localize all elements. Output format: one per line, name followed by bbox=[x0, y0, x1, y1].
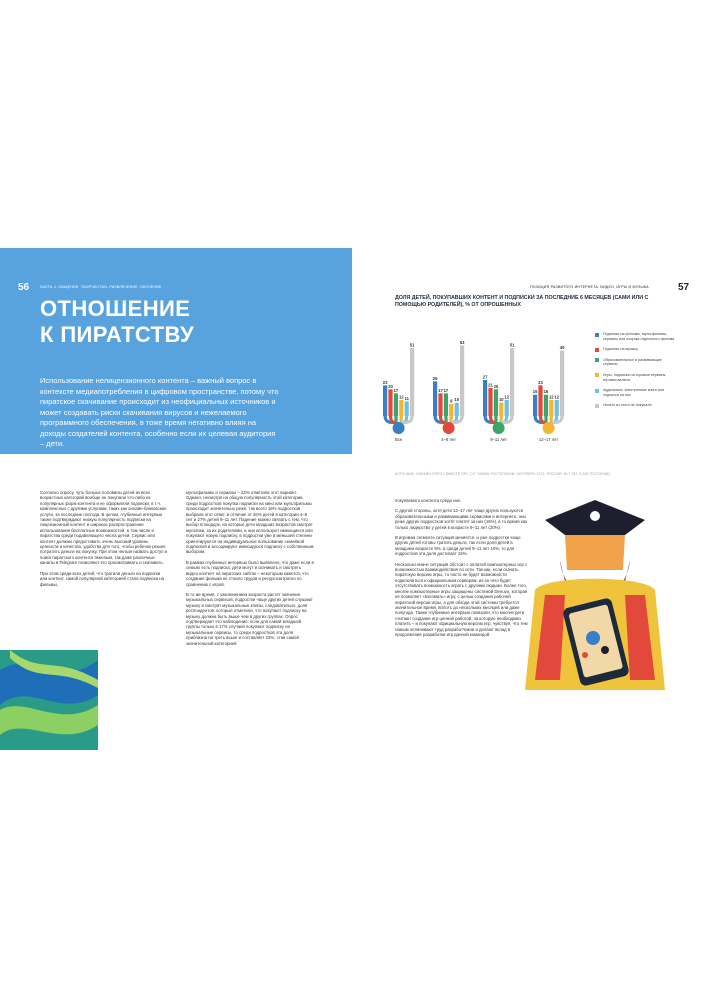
legend-label: Аудиокнига, электронные книги или подписка на них bbox=[603, 388, 665, 397]
chart-data-label: 21 bbox=[488, 382, 493, 388]
chart-data-label: 51 bbox=[509, 342, 515, 348]
legend-swatch bbox=[595, 348, 599, 352]
chart-bar bbox=[438, 393, 442, 416]
chart-legend bbox=[595, 332, 675, 414]
chart-bar bbox=[499, 403, 503, 416]
chart-bar bbox=[560, 351, 564, 416]
chart-bar-connector bbox=[496, 416, 498, 422]
chart-bar bbox=[510, 348, 514, 416]
legend-item bbox=[595, 373, 675, 382]
legend-label: Игры, подписка на игровые сервисы, игровая валюта bbox=[603, 372, 667, 382]
page-number: 57 bbox=[678, 282, 690, 293]
chart-bar bbox=[444, 393, 448, 416]
chart-bar bbox=[388, 389, 392, 416]
chart-bar bbox=[488, 388, 492, 416]
age-group-icon bbox=[543, 422, 555, 434]
legend-item bbox=[595, 347, 675, 352]
chart-data-label: 12 bbox=[554, 394, 560, 400]
body-column-1 bbox=[40, 490, 168, 592]
chart-data-label: 23 bbox=[538, 379, 543, 385]
legend-label: Подписка на музыку bbox=[603, 347, 638, 352]
legend-item bbox=[595, 332, 675, 341]
chart-data-label: 20 bbox=[493, 383, 499, 389]
chart-data-label: 26 bbox=[432, 375, 438, 381]
chart-bar bbox=[505, 400, 509, 416]
chart-data-label: 12 bbox=[548, 394, 554, 400]
decorative-waves bbox=[0, 650, 98, 750]
body-paragraph: При этом среди всех детей, что тратили деньги на подписки или контент, самой популярной категорией стала подписка на фильмы, bbox=[40, 570, 164, 587]
chart-bar bbox=[433, 381, 437, 416]
chart-data-label: 51 bbox=[409, 342, 415, 348]
chart-data-label: 17 bbox=[438, 387, 443, 393]
legend-label: Образовательные и развивающие сервисы bbox=[603, 357, 662, 367]
legend-item bbox=[595, 388, 675, 397]
body-paragraph: Согласно опросу, чуть больше половины детей из всех возрастных категорий вообще не покупали что-либо из популярных форм контента и не оформляли подписки, в т.ч. комплексных с другими услугами, таких как онлайн-банковские услуги, за последние полгода. В целом, глубинные интервью также подтверждают низкую популярность подписки на лицензионный контент и широкое распространение использования бесплатных возможностей, в том числе и пиратства среди подавляющего числа детей. Сервис или контент должны предоставить очень высокий уровень ценности и качества, удобства для того, чтобы ребенок решил потратить деньги на покупку. При этом нельзя назвать доступ и поиск пиратского контента тяжелым, так даже различные каналы в Telegram позволяют его просматривать и скачивать. bbox=[40, 490, 168, 566]
legend-swatch bbox=[595, 358, 599, 362]
chart-bar bbox=[549, 400, 553, 416]
age-group-icon bbox=[393, 422, 405, 434]
chart-data-label: 11 bbox=[404, 395, 409, 401]
body-paragraph: В игровом сегменте ситуация меняется, и уже подростки чаще других детей готовы тратить деньги, так если доля детей в младшем возрасте 9%, а среди детей 9–11 лет 10%, то для подростков эта доля достигает 15%. bbox=[395, 535, 521, 557]
age-group-icon bbox=[443, 422, 455, 434]
title-line-2: К ПИРАТСТВУ bbox=[40, 322, 195, 347]
age-group-icon bbox=[493, 422, 505, 434]
chart-data-label: 49 bbox=[559, 345, 565, 351]
chart-bar bbox=[538, 385, 542, 416]
legend-swatch bbox=[595, 404, 599, 408]
chart-bar bbox=[449, 404, 453, 416]
body-paragraph: Несколько иначе ситуация обстоит с оплатой компьютерных игр с возможностью взаимодействия по сети. Так как, если скачать пиратскую версию игры, то часто не будет возможности подключиться к официальным серверам, из-за чего будет отсутствовать возможность играть с другими людьми. Более того, многие компьютерные игры защищены системой Denuvo, которая не позволяет «взломать» игру, с целью создания рабочей пиратской версии игры, а для обхода этой системы требуется значительное время, вплоть до нескольких месяцев или даже полугода. Также глубинные интервью показали, что многие дети считают создание игр ценной работой, за которую необходимо платить – и покупают официальную версию игр, чувствуя, что тем самым оплачивают труд разработчиков и делают вклад в продолжение разработки игр данной командой. bbox=[395, 561, 528, 637]
title-line-1: ОТНОШЕНИЕ bbox=[40, 296, 191, 321]
chart-data-label: 16 bbox=[532, 389, 538, 395]
chart-bar bbox=[394, 393, 398, 416]
chart-bar bbox=[405, 401, 409, 416]
magazine-spread bbox=[0, 248, 707, 700]
body-paragraph: покупаемого контента среди них. bbox=[395, 498, 462, 503]
page-title bbox=[40, 296, 194, 348]
legend-label: Ничего из этого не покупали bbox=[603, 403, 652, 408]
chart-category-label: 4–8 лет bbox=[441, 437, 456, 442]
chart-bar bbox=[494, 389, 498, 416]
legend-swatch bbox=[595, 389, 599, 393]
chart-bar bbox=[555, 400, 559, 416]
chart-data-label: 27 bbox=[482, 374, 488, 380]
chart-bar bbox=[410, 348, 414, 416]
page-number: 56 bbox=[18, 282, 30, 293]
chart-data-label: 17 bbox=[443, 387, 449, 393]
chart-data-label: 12 bbox=[504, 394, 510, 400]
running-head: ЧАСТЬ 1. ОБЩЕНИЕ, ТВОРЧЕСТВО, РАЗВЛЕЧЕНИЕ, ОБУЧЕНИЕ bbox=[40, 285, 162, 289]
chart-data-label: 12 bbox=[398, 394, 404, 400]
chart-bar-connector bbox=[546, 416, 548, 422]
chart-category-label: Все bbox=[394, 437, 403, 442]
legend-item bbox=[595, 358, 675, 367]
pirate-illustration bbox=[505, 480, 685, 710]
chart-data-label: 10 bbox=[454, 397, 460, 403]
body-paragraph: В то же время, с ужилинением возраста растет значение музыкальных сервисов, подростки чаще других детей слушают музыку и смотрят музыкальные клипы, следовательно, доля респондентов, которые отметили, что покупают подписку на музыку должна быть выше чем в других группах. Опрос подтверждает это наблюдение: если для самой младшей группы только в 17% случаев покупают подписку на музыкальные сервисы, то среди подростков эта доля приблизна на треть выше и составляет 23%, став самой значительной категорией bbox=[186, 591, 313, 646]
legend-swatch bbox=[595, 373, 599, 377]
chart-data-label: 10 bbox=[498, 397, 504, 403]
chart-bar bbox=[483, 380, 487, 416]
chart-category-label: 9–11 лет bbox=[490, 437, 507, 442]
chart-bar bbox=[544, 395, 548, 416]
chart-source: ИСТОЧНИК: ОНЛАЙН-ОПРОС ВМЕСТЕ ОРС ("О" ЗАМОК РОСТЕЛЕКОМ, СЕНТЯБРЬ 2022, РОССИЯ. N=7 787, 5 302 ПОСТАРШЕ) bbox=[395, 472, 611, 476]
chart-data-label: 9 bbox=[450, 398, 453, 404]
chart-title: ДОЛЯ ДЕТЕЙ, ПОКУПАВШИХ КОНТЕНТ И ПОДПИСКИ ЗА ПОСЛЕДНИЕ 6 МЕСЯЦЕВ (САМИ ИЛИ С ПОМОЩЬЮ РОДИТЕЛЕЙ), % ОТ ОПРОШЕННЫХ bbox=[395, 295, 649, 308]
chart-bar bbox=[460, 345, 464, 416]
chart-bar bbox=[383, 385, 387, 416]
purchases-chart bbox=[373, 318, 588, 466]
body-paragraph: В рамках глубинных интервью было выявлено, что даже если в семьях есть подписка, дети могут и скачивать и смотреть видео контент на пиратских сайтах – некоторым кажется, что создание фильма не стоило трудов и ресурсозатратно по сравнению с игрой. bbox=[186, 559, 314, 587]
body-column-2 bbox=[186, 490, 314, 651]
chart-bar bbox=[399, 400, 403, 416]
chart-bar-connector bbox=[446, 416, 448, 422]
chart-bar bbox=[533, 395, 537, 416]
running-head: ПОЗИЦИЯ РАЗВИТОГО ИНТЕРНЕТА: ВИДЕО, ИГРЫ И МУЗЫКА bbox=[530, 285, 649, 289]
chart-category-label: 12–17 лет bbox=[538, 437, 559, 442]
chart-bar bbox=[455, 403, 459, 416]
chart-data-label: 53 bbox=[459, 339, 465, 345]
chart-data-label: 23 bbox=[382, 379, 388, 385]
legend-item bbox=[595, 403, 675, 408]
legend-swatch bbox=[595, 333, 599, 337]
lead-paragraph: Использование нелицензионного контента – важный вопрос в контексте медиапотребления в цифровом пространстве, потому что пиратское скачивание происходит из неофициальных источников и может создавать риски скачивания вирусов и нежелаемого программного обеспечения, в тоже время негативно влияя на доходы создателей контента, особенно если их целевая аудитория – дети. bbox=[40, 376, 279, 448]
chart-data-label: 17 bbox=[393, 387, 399, 393]
hero-banner bbox=[0, 248, 352, 454]
body-paragraph: мультфильмы и сериалы – 23% отметили этот вариант. Однако, несмотря на общую популярность этой категории, среди подростков покупка подписки на кино или мультфильмы происходит значительно реже, так всего 16% подростков выбрали этот ответ, в отличие от 26% детей в категории 4–8 лет и 27% детей 9–11 лет. Падение можно связать с тем, что выбор площадок, на которые дети младших возрастов смотрят мультики, за их родителями, и они используют имеющиеся или покупают новую подписку, в подростки уже в меньшей степени ориентируются на индивидуальное пользование семейной подпиской и ассоциируют имеющуюся подписку с собственным выбором. bbox=[186, 490, 314, 555]
chart-data-label: 20 bbox=[388, 383, 393, 389]
legend-label: Подписка на фильмы, мультфильмы, сериалы или покупка отдельного фильма bbox=[603, 332, 675, 341]
body-paragraph: С другой стороны, хотя дети 12–17 лет чаще других пользуются образовательными и развивающими сервисами в интернете, они реже других подростков хотят платят за них (16%), в то время как только лидерство у детей в возрасте 9–11 лет (20%). bbox=[395, 508, 528, 530]
chart-data-label: 16 bbox=[543, 389, 549, 395]
chart-bar-connector bbox=[396, 416, 398, 422]
left-page bbox=[0, 248, 352, 700]
right-page bbox=[355, 248, 707, 700]
